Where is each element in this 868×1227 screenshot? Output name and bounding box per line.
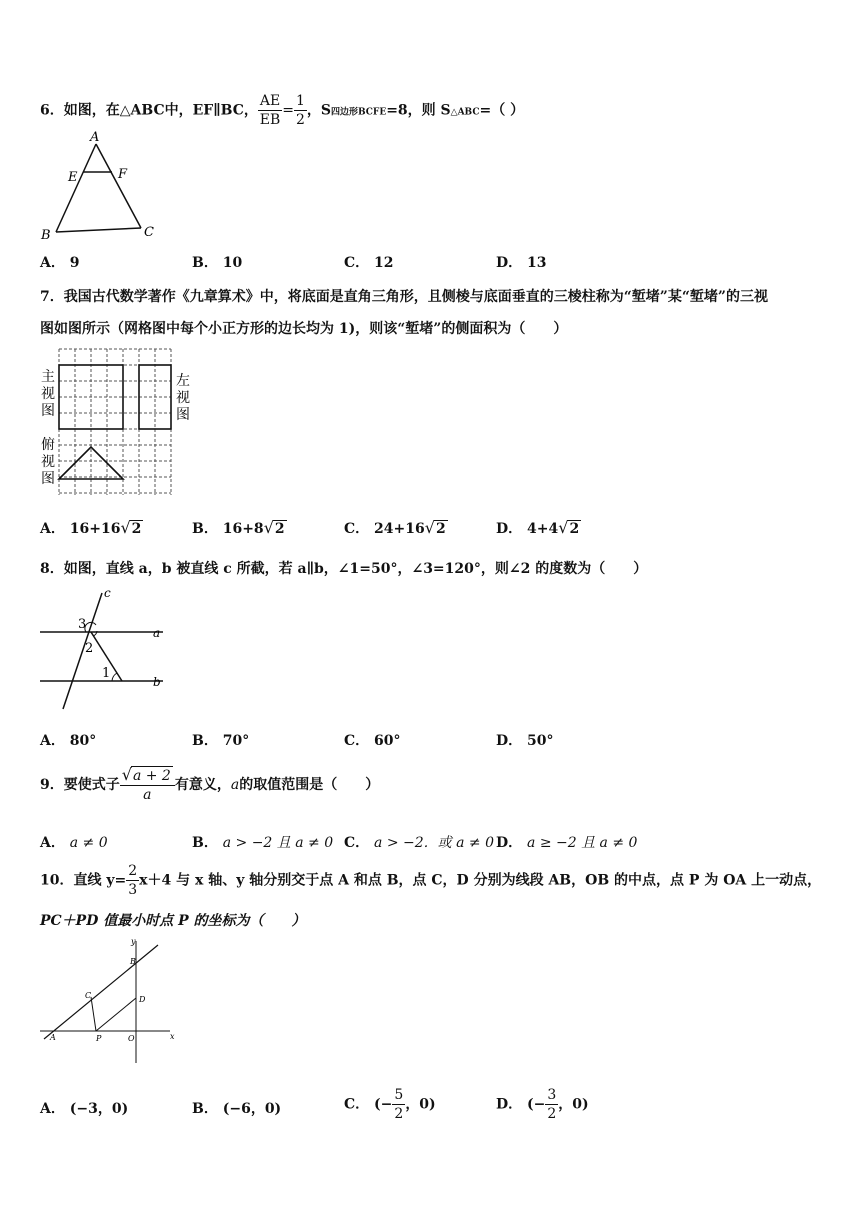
q6-ratio-fraction: $\frac{AE}{EB}$ [259,93,281,128]
q9-option-a[interactable]: A． a ≠ 0 [40,835,108,851]
q7-label-left-1: 左 [176,373,190,389]
q8-option-a[interactable]: A． 80° [40,733,97,749]
q10-label-o: O [128,1034,135,1043]
q7-stem-line2: 图如图所示（网格图中每个小正方形的边长均为 1)，则该“堑堵”的侧面积为（ ） [40,321,568,337]
q10-coordinate-figure [38,935,178,1067]
q7-option-b[interactable]: B． 16+8√2 [192,518,285,537]
q9-option-c[interactable]: C． a > −2．或 a ≠ 0 [344,835,494,851]
q6-option-d[interactable]: D． 13 [496,255,547,271]
q7-label-front-2: 视 [41,386,55,402]
q7-option-c[interactable]: C． 24+16√2 [344,518,446,537]
q9-option-d[interactable]: D． a ≥ −2 且 a ≠ 0 [496,835,638,851]
q7-label-top-1: 俯 [41,437,55,453]
q8-label-b: b [153,675,161,689]
q8-stem: 8．如图，直线 a，b 被直线 c 所截，若 a∥b，∠1=50°，∠3=120°，则∠2 的度数为（ ） [40,561,648,577]
q6-stem: 6．如图，在△ABC中，EF∥BC， $\frac{AE}{EB}$ = $\frac{1}{2}$ ，S四边形BCFE=8，则 S△ABC=（ ） [40,93,525,128]
q8-option-d[interactable]: D． 50° [496,733,554,749]
q7-label-front-1: 主 [41,369,55,385]
q7-label-left-2: 视 [176,390,190,406]
q7-label-top-2: 视 [41,454,55,470]
q10-slope-fraction: $\frac{2}{3}$ [128,863,138,898]
q10-label-c: C [85,991,92,1000]
q9-stem: 9．要使式子 $\frac{√a + 2}{a}$ 有意义，a的取值范围是（ ） [40,765,380,803]
q10-stem-line1: 10．直线 y= $\frac{2}{3}$ x＋4 与 x 轴、y 轴分别交于点 A 和点 B，点 C，D 分别为线段 AB，OB 的中点，点 P 为 OA 上一动点， [40,863,822,898]
q6-text: 如图，在△ABC中，EF∥BC， [63,102,258,119]
q10-label-p: P [96,1034,102,1043]
q6-triangle-figure [36,128,166,243]
q8-label-c: c [104,586,111,600]
q7-stem-line1: 7．我国古代数学著作《九章算术》中，将底面是直角三角形，且侧棱与底面垂直的三棱柱称为“堑堵”某“堑堵”的三视 [40,289,768,305]
q6-option-a[interactable]: A． 9 [40,255,80,271]
q8-label-angle-2: 2 [85,641,94,656]
q8-option-c[interactable]: C． 60° [344,733,401,749]
q10-label-y: y [131,937,136,946]
q8-label-a: a [153,626,161,640]
q9-expression-fraction: $\frac{√a + 2}{a}$ [120,766,175,804]
q10-label-x: x [170,1032,175,1041]
q6-label-f: F [118,167,128,182]
q6-label-e: E [68,170,78,185]
q6-option-b[interactable]: B． 10 [192,255,243,271]
q10-label-d: D [139,995,146,1004]
q6-label-a: A [90,130,100,145]
q6-label-b: B [41,228,51,243]
q6-label-c: C [144,225,154,240]
q7-label-top-3: 图 [41,471,55,487]
q7-option-a[interactable]: A． 16+16√2 [40,518,142,537]
q8-label-angle-1: 1 [102,666,111,681]
q7-label-left-3: 图 [176,407,190,423]
q8-parallel-lines-figure [38,585,168,713]
q9-option-b[interactable]: B． a > −2 且 a ≠ 0 [192,835,334,851]
q8-option-b[interactable]: B． 70° [192,733,250,749]
q8-label-angle-3: 3 [78,617,87,632]
q10-option-a[interactable]: A． (−3，0) [40,1101,129,1117]
q7-label-front-3: 图 [41,403,55,419]
q6-option-c[interactable]: C． 12 [344,255,394,271]
q10-label-a: A [50,1033,56,1042]
q10-stem-line2: PC＋PD 值最小时点 P 的坐标为（ ） [40,913,306,929]
q7-three-views-figure [38,345,198,497]
q10-option-d[interactable]: D． (− $\frac{3}{2}$ ，0) [496,1087,589,1122]
q10-option-c[interactable]: C． (− $\frac{5}{2}$ ，0) [344,1087,436,1122]
q7-option-d[interactable]: D． 4+4√2 [496,518,580,537]
q10-label-b: B [130,957,136,966]
q6-half-fraction: $\frac{1}{2}$ [295,93,305,128]
q10-option-b[interactable]: B． (−6，0) [192,1101,282,1117]
q6-number: 6． [40,102,64,119]
